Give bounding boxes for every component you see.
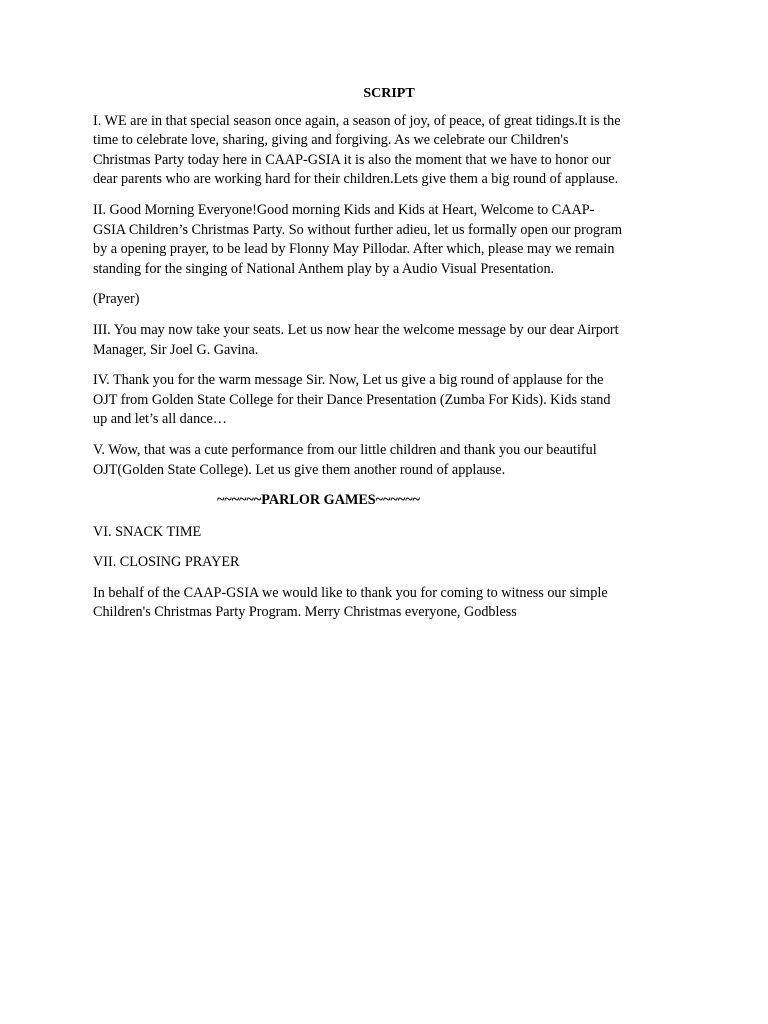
document-page — [93, 84, 683, 634]
paragraph-prayer: (Prayer) — [93, 291, 140, 308]
document-title: SCRIPT — [363, 86, 415, 101]
paragraph-2: II. Good Morning Everyone!Good morning Kids and Kids at Heart, Welcome to CAAP- GSIA Children’s Christmas Party. So without further adieu, let us formally open our program by a opening prayer, to be lead by Flonny May Pillodar. After which, please may we remain standing for the singing of National Anthem play by a Audio Visual Presentation. — [93, 201, 623, 277]
paragraph-closing: In behalf of the CAAP-GSIA we would like to thank you for coming to witness our simple Children's Christmas Party Program. Merry Christmas everyone, Godbless — [93, 584, 608, 621]
paragraph-5: V. Wow, that was a cute performance from our little children and thank you our beautiful OJT(Golden State College). Let us give them another round of applause. — [93, 441, 597, 478]
parlor-games-heading: ~~~~~~PARLOR GAMES~~~~~~ — [217, 492, 420, 509]
paragraph-1: I. WE are in that special season once again, a season of joy, of peace, of great tidings.It is the time to celebrate love, sharing, giving and forgiving. As we celebrate our Children's Christmas Party today here in CAAP-GSIA it is also the moment that we have to honor our dear parents who are working hard for their children.Lets give them a big round of applause. — [93, 112, 621, 188]
paragraph-snack-time: VI. SNACK TIME — [93, 523, 202, 540]
paragraph-closing-prayer: VII. CLOSING PRAYER — [93, 554, 240, 571]
paragraph-3: III. You may now take your seats. Let us now hear the welcome message by our dear Airport Manager, Sir Joel G. Gavina. — [93, 321, 619, 358]
paragraph-4: IV. Thank you for the warm message Sir. Now, Let us give a big round of applause for the OJT from Golden State College for their Dance Presentation (Zumba For Kids). Kids stand up and let’s all dance… — [93, 372, 611, 428]
